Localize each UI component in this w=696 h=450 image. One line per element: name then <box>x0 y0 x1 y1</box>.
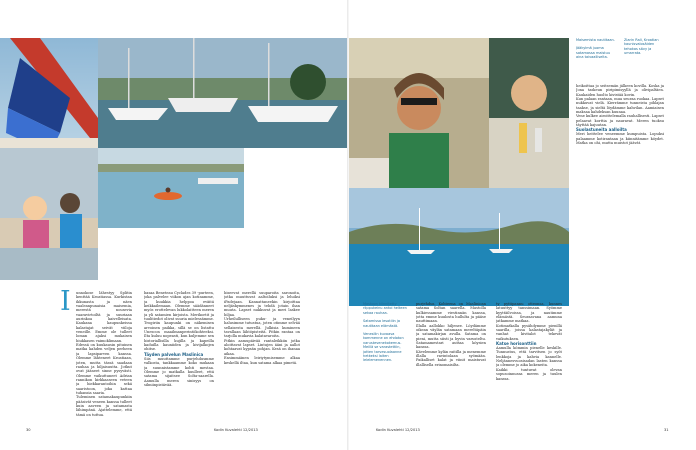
paragraph: hiseevat merellä suuparoita saronoita, jotka muuttuvat aaltoiluksi ja leluiksi iPadejaan. Kannattaneekin kirjoittaa neljäskymmenes ja tehdä jotain ihan muuta. Lapset nukkuvat ja meri laskee hiljaa. <box>224 291 300 317</box>
photo-captions-right <box>363 302 407 422</box>
paragraph: Pitkin aamupäivää rantaleikkiin jotka aloittavat lapset. Lintujen ääni ja aallot kohtaavat kypsän pohjan. Kesä on ihanaa aikaa. <box>224 338 300 356</box>
left-footer: Kodin Kuvalehti 12/2013 <box>214 428 258 432</box>
bay-panorama-photo <box>349 188 569 306</box>
marina-boats-photo <box>98 38 347 148</box>
drinks-table-photo <box>489 38 569 188</box>
paragraph: Ensimmäinen leiriytymisemme alkaa keskellä iltaa, kun satama alkaa pimetä. <box>224 356 300 365</box>
caption-top-b <box>624 38 664 78</box>
drop-cap: I <box>60 286 71 317</box>
paragraph: ty pyttipannu otteonsa, kunnes latuuttyy tanssimaan. Syömme kyyttäilvoissa, ja nautimme elämästä. Seuraavana aamuna jatkamme matkaa. <box>496 302 562 324</box>
caption: Satamissa lesotiiin ja nautitaan elämästä. <box>363 319 400 328</box>
caption: Mastoon kiinnitetty riippukeinu antoi helteen sekaa rauhaa. <box>363 302 407 315</box>
left-column-3 <box>224 291 300 419</box>
paragraph: Meri heittelee veneemme kumpuista. Lopuksi palaamme kotirantaan ja kiinnitämme köydet. Matka on ohi, mutta muistot jäävät. <box>576 132 664 146</box>
right-column-1 <box>416 302 486 420</box>
paragraph: Urheilulliseen puku- ja veneilyyn halusimme tutustua, joten otimme selvää sellaisesta merellä. Julkisia kumineen tavallaan lähtöpisteitä. Pitkin rantaa on tarjolla mukavia kalatavaroita. <box>224 317 300 339</box>
paragraph: heikoittaa jo seitsemän jälkeen kovilla. Koska ja Jona taskeun piripimisyyllä ja olivipaltäen. Kaukaiden huolto kivistää kovin. <box>576 84 664 97</box>
paragraph: Kaikki tuntuvat olevan sopusoinnussa meren ja tuulen kanssa. <box>496 367 562 381</box>
paragraph: Siis muuttamme purjehdusmme valkosta, tankkaamme koko mukaan ja suunnistamme kohti mestaa. Olemme jo matkalla kuulleet, että satama sijaitsee Solta-saarella. Aamulla meren sinisyys on silmiinpistävää. <box>144 356 214 387</box>
left-column-1 <box>76 291 132 419</box>
paragraph: Vene kulkee airoittelemalla rauhallisesti. Lapset pelaavat korttia ja nauravat. Meren tuoksu täyttää kajuutan. <box>576 114 664 128</box>
family-harbor-photo <box>0 148 98 280</box>
paragraph: basaa Beneteau Cyclades 39 -purteen, joka palvelee viikon ajan kotinamme, ja kuukkia helppoa eväitä keikkailemaan. Olemme säädänneet myös erottelevan lukkolaitteen meren ja yli satamien kirjoista. Merikortit ja tuulitiedot olivat suuria mielessämme. <box>144 291 214 322</box>
right-column-3 <box>576 84 664 420</box>
right-column-2 <box>496 302 562 420</box>
paragraph: Edessä on kuukausin pituinen matka kahden veljen perheen ja lapsiparven kanssa. Olemme lähteneet Kroatiaan, joten, mutta tässä saadaan rauhaa ja hiljaisuutta. Jotkut ovat jääneet sinne pysyvästi. Olemme vaikuttuneet Adrian rannikon kirkkaaseen veteen ja hiekkarantoihin sekä saaristoon, joka kattaa tuhansia saaria. <box>76 343 132 395</box>
left-column-2 <box>144 291 214 419</box>
paragraph: Kotimatkalla pysähdymme pienillä saarilla, joissa kalastajakylät ja vanhat kivitalot tekevät vaikutuksen. <box>496 323 562 341</box>
caption: Venesilin kuvaava kommenne on ehdoton varustevenekokemus. Meillä se varastettiin, jotten tarvesuolaanne hetkeksi laiten lelelemenennen. <box>363 332 404 363</box>
left-page-number: 30 <box>26 428 31 432</box>
paragraph: unnokose lähestyy Splitin kenttää Kroatiassa. Kurkistan ikkunasta ja näen vaaleanpunaisia maisemia, merestä nousevia vaaravirtoiltä ja suuriaan aurinkoa kaivelleisata. Kaukana kaupunkeissa kalastajat seivät viiloja veneille. Emme ole tulleet loman ajaksi mukaisen hiukkasen vaimoklimaan. <box>76 291 132 343</box>
caption: Maisemista nautitaan. <box>576 38 615 42</box>
woman-sunglasses-photo <box>349 38 489 188</box>
paragraph: Kun palaan rantaan, mua seuraa ruokaa. Lapset nukkuvat vielä. Kierrämme tunneista pihlajan taakse, ja sieltä löydämme kahvilan. Aamiaisen maksaa kahdeksan kuunaa. <box>576 97 664 115</box>
right-footer: Kodin Kuvalehti 12/2013 <box>376 428 420 432</box>
section-heading: Katse horisonttiin <box>496 341 537 347</box>
caption: Jääkylmä juoma satamassa maistuu aina taivaalliselta. <box>576 46 611 60</box>
section-heading: Täyden palvelun Maslinica <box>144 351 204 357</box>
right-page-number: 31 <box>664 428 669 432</box>
paragraph: Aamulla kömmin pienelle keskille. Tunnustus, että tarvitsen jo syöt lenkkoja ja kahvia kannelle. Neljännesvuosisadan lasten kanssa ja olemme jo aika kokeneita. <box>496 346 562 368</box>
caption: Ziarin Rali, Kroatian kaunisvalosäiden tehokas sävy ja umarrata. <box>624 38 659 56</box>
paragraph: purjehdus. Kohteena on Maslinican satama Soltan saarella. Mastolla kulkiessamme viestinnän kanssa, jotta emme kuulosta hullulta ja pääse nauttimaan. <box>416 302 486 324</box>
paragraph: Trogiriin kaupunki on näkemisen arvoinen paikka, sillä se on listattu Unescon maailmanperintökohteeksi. Ilta kuluu nopeasti, kun kuljemme sen historiallisilla kujilla ja kapeilla kaduilla kauniiden ja kivijalkojen ohitse. <box>144 321 214 352</box>
paragraph: Tuleminen satamakaupunkiin pääsivät veneen kanssa tulleet kuin aaveen ja satamasta lähimpänä. Ajattelemme, että tämä on tuttua. <box>76 395 132 417</box>
kayak-harbor-photo <box>98 148 244 228</box>
paragraph: Illalla aallokko hiljenee. Löydämme oikean väylän satamaan mereltäpäin ja satamakirjan avulla. Satama on pieni, mutta siisti ja hyvin varusteltu. Satamamestari auttaa köysien kanssa. <box>416 323 486 350</box>
section-heading: Suolastuneita aalloilta <box>576 127 627 133</box>
caption-top-a <box>576 38 618 78</box>
paragraph: Kävelemme kylän raitilla ja menemme illalla ravintolaan syömään. Paikalliset kalat ja viinit maistuvat illallisella erinomaisilta. <box>416 349 486 367</box>
